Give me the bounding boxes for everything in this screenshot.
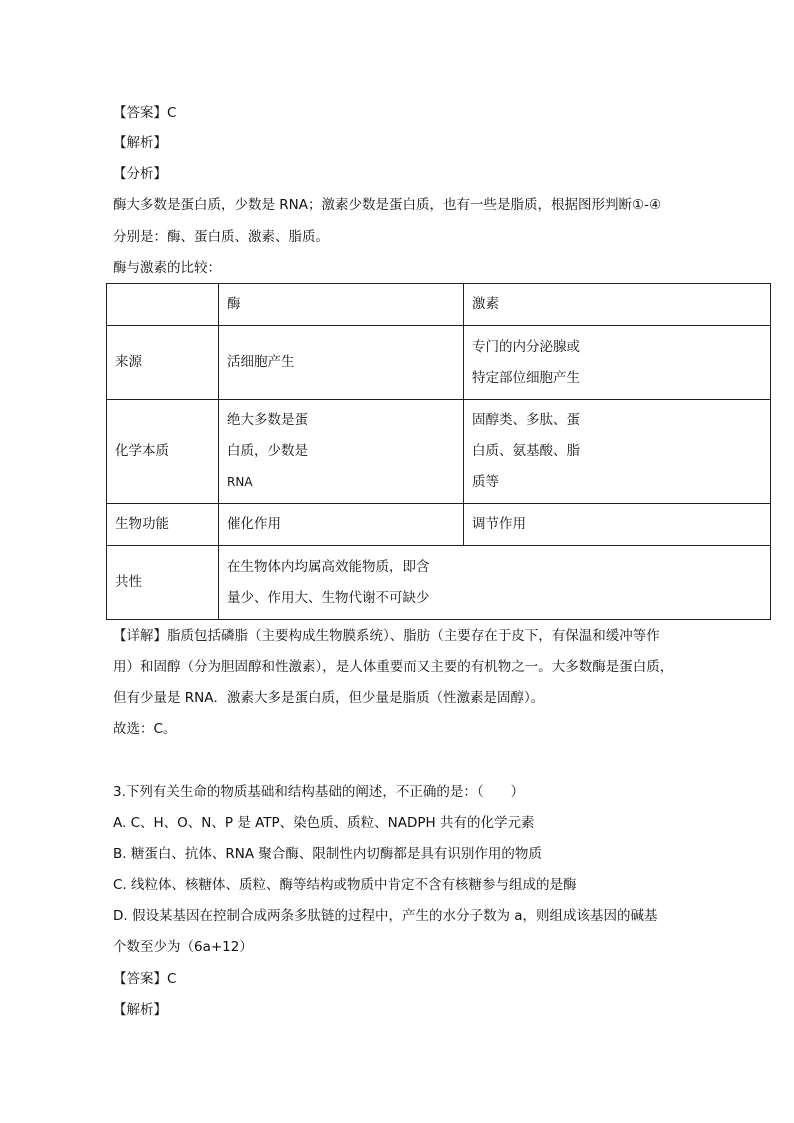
cell-line: 活细胞产生 <box>227 354 295 370</box>
cell-line: 白质、氨基酸、脂 <box>472 443 580 459</box>
comparison-caption: 酶与激素的比较： <box>113 260 221 276</box>
enzyme-cell: 催化作用 <box>219 504 464 546</box>
cell-line: 专门的内分泌腺或 <box>472 338 580 355</box>
common-cell <box>219 546 771 620</box>
detail-line-3: 但有少量是 RNA．激素大多是蛋白质，但少量是脂质（性激素是固醇）。 <box>113 690 545 706</box>
choice-line: 故选：C。 <box>113 721 177 737</box>
option-d-line-1: D. 假设某基因在控制合成两条多肽链的过程中，产生的水分子数为 a，则组成该基因的碱基 <box>113 908 658 924</box>
hormone-cell: 调节作用 <box>464 504 771 546</box>
header-cell-empty <box>107 284 219 326</box>
cell-line: 在生物体内均属高效能物质，即含 <box>227 558 430 575</box>
header-cell-hormone: 激素 <box>464 284 771 326</box>
detail-line-2: 用）和固醇（分为胆固醇和性激素），是人体重要而又主要的有机物之一。大多数酶是蛋白质， <box>113 659 674 675</box>
cell-line: RNA <box>227 475 253 489</box>
row-label: 化学本质 <box>107 400 219 504</box>
row-label: 共性 <box>107 546 219 620</box>
table-row <box>107 326 771 400</box>
row-label: 生物功能 <box>107 504 219 546</box>
question-3-stem: 3.下列有关生命的物质基础和结构基础的阐述，不正确的是：（ ） <box>113 784 525 800</box>
answer-label-2: 【答案】C <box>113 971 177 987</box>
option-b: B. 糖蛋白、抗体、RNA 聚合酶、限制性内切酶都是具有识别作用的物质 <box>113 846 542 862</box>
row-label: 来源 <box>107 326 219 400</box>
table-header-row <box>107 284 771 326</box>
explanation-label: 【解析】 <box>113 135 167 151</box>
analysis-text-line-2: 分别是：酶、蛋白质、激素、脂质。 <box>113 229 329 245</box>
table-row <box>107 400 771 504</box>
answer-label: 【答案】C <box>113 105 177 121</box>
table-row <box>107 504 771 546</box>
cell-line: 量少、作用大、生物代谢不可缺少 <box>227 589 430 606</box>
cell-line: 质等 <box>472 474 499 490</box>
enzyme-cell <box>219 400 464 504</box>
option-c: C. 线粒体、核糖体、质粒、酶等结构或物质中肯定不含有核糖参与组成的是酶 <box>113 877 577 893</box>
enzyme-cell <box>219 326 464 400</box>
cell-line: 固醇类、多肽、蛋 <box>472 412 580 428</box>
analysis-label: 【分析】 <box>113 166 167 182</box>
cell-line: 白质，少数是 <box>227 443 308 459</box>
option-a: A. C、H、O、N、P 是 ATP、染色质、质粒、NADPH 共有的化学元素 <box>113 815 535 831</box>
cell-line: 特定部位细胞产生 <box>472 369 580 386</box>
detail-line-1: 【详解】脂质包括磷脂（主要构成生物膜系统）、脂肪（主要存在于皮下，有保温和缓冲等作 <box>113 628 660 644</box>
enzyme-hormone-table <box>106 283 771 620</box>
analysis-text-line-1: 酶大多数是蛋白质，少数是 RNA；激素少数是蛋白质，也有一些是脂质，根据图形判断①-④ <box>113 197 662 213</box>
explanation-label-2: 【解析】 <box>113 1002 167 1018</box>
hormone-cell <box>464 400 771 504</box>
hormone-cell <box>464 326 771 400</box>
table-row-common <box>107 546 771 620</box>
option-d-line-2: 个数至少为（6a+12） <box>113 939 253 955</box>
cell-line: 绝大多数是蛋 <box>227 412 308 428</box>
header-cell-enzyme: 酶 <box>219 284 464 326</box>
